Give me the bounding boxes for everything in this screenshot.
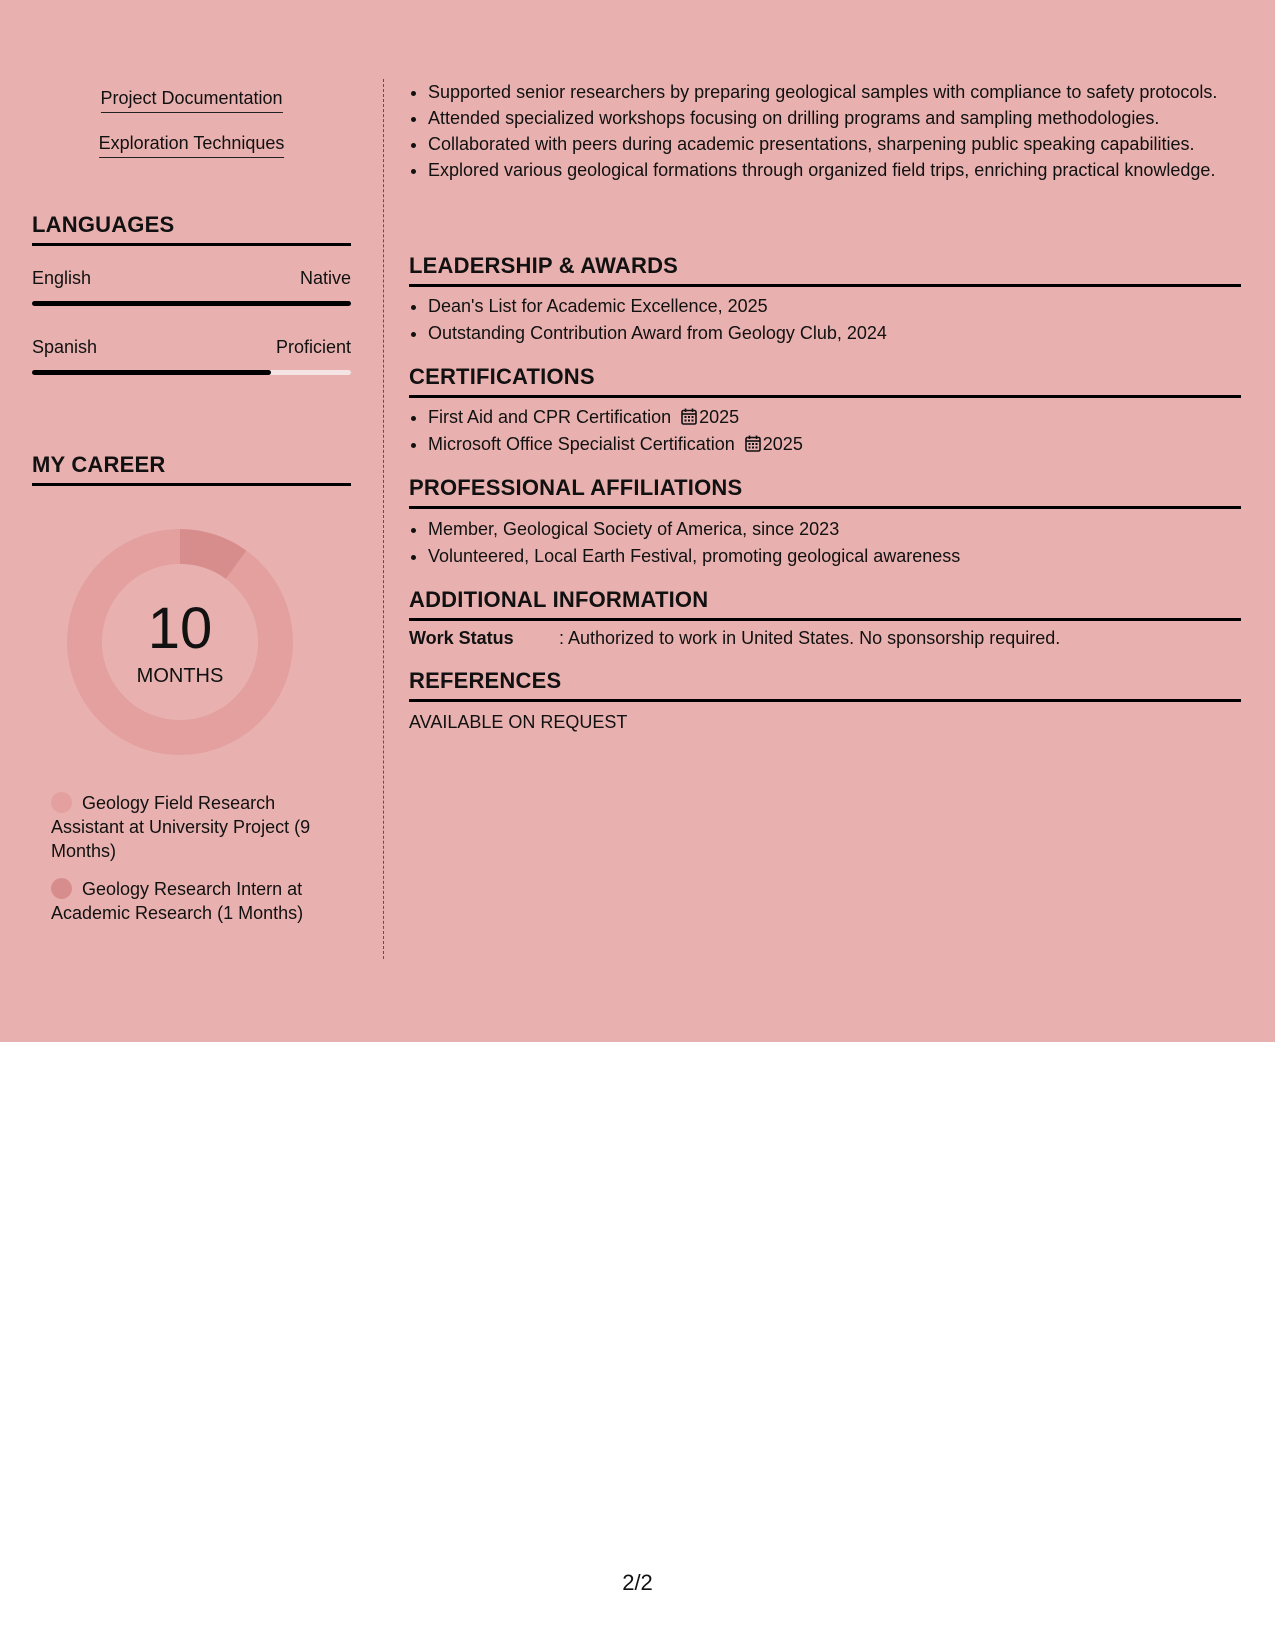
list-item: • Explored various geological formations through organized field trips, enriching practical knowledge. bbox=[428, 158, 1241, 182]
language-level: Proficient bbox=[275, 337, 351, 357]
certification-name: Microsoft Office Specialist Certification bbox=[428, 434, 735, 454]
language-bar-track bbox=[32, 370, 351, 375]
calendar-icon bbox=[681, 408, 697, 425]
calendar-icon bbox=[745, 435, 761, 452]
certification-item bbox=[428, 405, 1241, 429]
certification-name: First Aid and CPR Certification bbox=[428, 407, 672, 427]
legend-label: Geology Field Research Assistant at University Project (9 Months) bbox=[51, 793, 311, 861]
certification-item bbox=[428, 432, 1241, 456]
career-legend-item bbox=[51, 877, 341, 925]
page-number: 2/2 bbox=[622, 1570, 653, 1595]
leadership-heading: LEADERSHIP & AWARDS bbox=[409, 253, 1241, 287]
language-bar-track bbox=[32, 301, 351, 306]
list-item: • Supported senior researchers by preparing geological samples with compliance to safety protocols. bbox=[428, 80, 1241, 104]
list-item: • Collaborated with peers during academic presentations, sharpening public speaking capabilities. bbox=[428, 132, 1241, 156]
career-total-months: 10 bbox=[147, 596, 213, 661]
certifications-list bbox=[409, 405, 1241, 456]
column-divider bbox=[383, 79, 384, 959]
affiliations-list bbox=[409, 517, 1241, 568]
certification-year: 2025 bbox=[699, 407, 740, 427]
certifications-heading: CERTIFICATIONS bbox=[409, 364, 1241, 398]
certification-year: 2025 bbox=[762, 434, 803, 454]
language-bar-fill bbox=[32, 370, 271, 375]
work-status-label: Work Status bbox=[409, 628, 514, 648]
language-level: Native bbox=[299, 268, 351, 288]
legend-label: Geology Research Intern at Academic Research (1 Months) bbox=[51, 879, 304, 923]
references-heading: REFERENCES bbox=[409, 668, 1241, 702]
experience-bullets bbox=[409, 80, 1241, 182]
leadership-list bbox=[409, 294, 1241, 345]
additional-info-heading: ADDITIONAL INFORMATION bbox=[409, 587, 1241, 621]
work-status-value: : Authorized to work in United States. No sponsorship required. bbox=[559, 628, 1061, 648]
work-status-row bbox=[409, 628, 1060, 649]
legend-dot bbox=[51, 878, 72, 899]
skill-exploration-techniques: Exploration Techniques bbox=[99, 133, 285, 158]
list-item: • Outstanding Contribution Award from Geology Club, 2024 bbox=[428, 321, 1241, 345]
language-name: English bbox=[32, 268, 92, 288]
language-bar-fill bbox=[32, 301, 351, 306]
skill-project-documentation: Project Documentation bbox=[100, 88, 282, 113]
list-item: • Attended specialized workshops focusing on drilling programs and sampling methodologies. bbox=[428, 106, 1241, 130]
my-career-heading: MY CAREER bbox=[32, 452, 351, 486]
list-item: • Dean's List for Academic Excellence, 2025 bbox=[428, 294, 1241, 318]
affiliations-heading: PROFESSIONAL AFFILIATIONS bbox=[409, 475, 1241, 509]
list-item: • Member, Geological Society of America, since 2023 bbox=[428, 517, 1241, 541]
career-total-unit: MONTHS bbox=[136, 665, 224, 687]
career-legend-item bbox=[51, 791, 341, 863]
legend-dot bbox=[51, 792, 72, 813]
list-item: • Volunteered, Local Earth Festival, promoting geological awareness bbox=[428, 544, 1241, 568]
language-name: Spanish bbox=[32, 337, 98, 357]
languages-heading: LANGUAGES bbox=[32, 212, 351, 246]
references-text: AVAILABLE ON REQUEST bbox=[409, 712, 628, 732]
